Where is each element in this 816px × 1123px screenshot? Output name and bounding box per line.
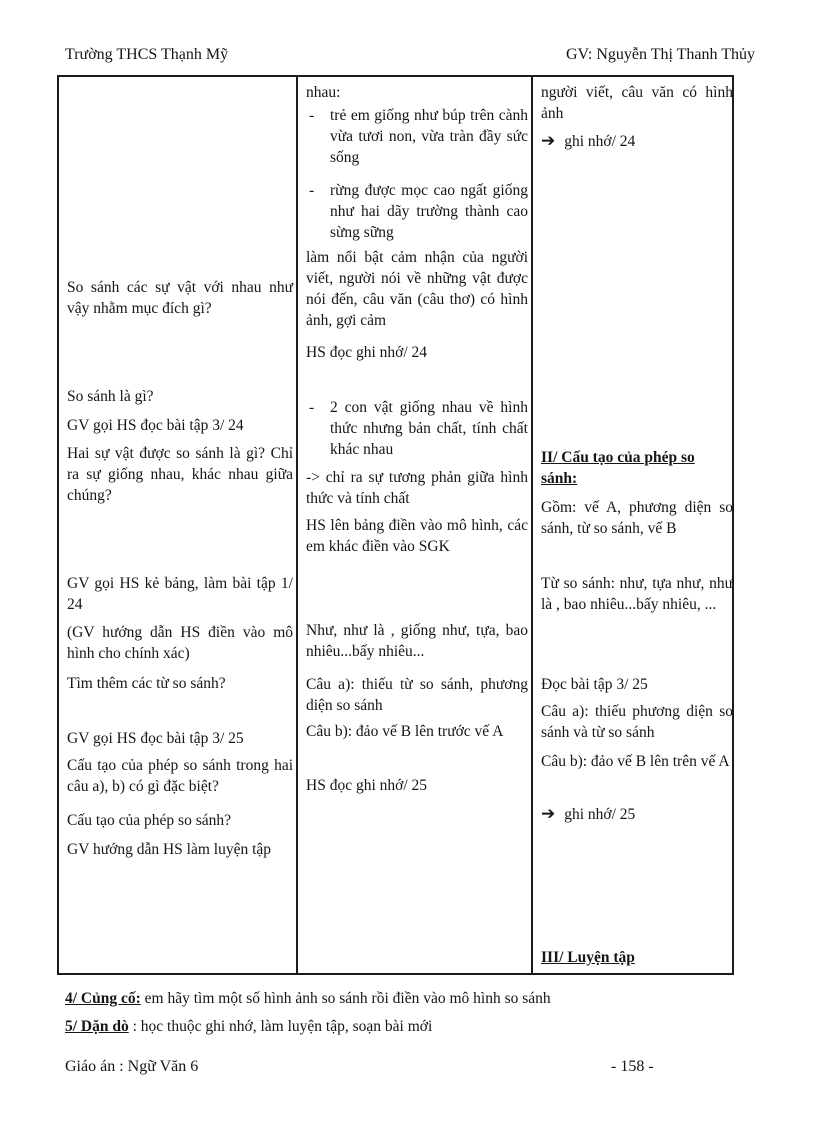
closing-text: : học thuộc ghi nhớ, làm luyện tập, soạn bài mới [132, 1018, 433, 1035]
footer-document-title: Giáo án : Ngữ Văn 6 [65, 1058, 199, 1075]
student-answer: Câu a): thiếu từ so sánh, phương diện so sánh [306, 676, 528, 714]
answer-text: rừng được mọc cao ngất giống như hai dãy trường thành cao sừng sững [330, 182, 528, 241]
student-answer: HS đọc ghi nhớ/ 24 [306, 344, 428, 361]
reference-note [541, 803, 733, 825]
teacher-question: GV gọi HS kẻ bảng, làm bài tập 1/ 24 [67, 575, 293, 613]
board-note: Gồm: vế A, phương diện so sánh, từ so sánh, vế B [541, 499, 733, 537]
teacher-question: So sánh các sự vật với nhau như vậy nhằm mục đích gì? [67, 279, 293, 317]
board-note: Đọc bài tập 3/ 25 [541, 676, 648, 693]
teacher-question: GV hướng dẫn HS làm luyện tập [67, 841, 272, 858]
section-heading: II/ Cấu tạo của phép so sánh: [541, 449, 695, 487]
column-divider-2 [531, 77, 533, 973]
answer-text: 2 con vật giống nhau về hình thức nhưng bản chất, tính chất khác nhau [330, 399, 528, 458]
lesson-plan-table [57, 75, 734, 975]
closing-label: 4/ Củng cố: [65, 990, 141, 1007]
board-note: Câu a): thiếu phương diện so sánh và từ so sánh [541, 703, 733, 741]
school-name: Trường THCS Thạnh Mỹ [65, 46, 229, 63]
dash-bullet-icon: - [309, 182, 315, 199]
arrow-icon: ➔ [541, 131, 556, 150]
student-answer: Như, như là , giống như, tựa, bao nhiêu...bấy nhiêu... [306, 622, 528, 660]
board-note: Câu b): đảo vế B lên trên vế A [541, 753, 730, 770]
board-note: Từ so sánh: như, tựa như, như là , bao nhiêu...bấy nhiêu, ... [541, 575, 733, 613]
dash-bullet-icon: - [309, 107, 315, 124]
student-answer: HS đọc ghi nhớ/ 25 [306, 777, 428, 794]
student-answer: làm nổi bật cảm nhận của người viết, người nói về những vật được nói đến, câu văn (câu thơ) có hình ảnh, gợi cảm [306, 249, 528, 329]
student-answer: HS lên bảng điền vào mô hình, các em khác điền vào SGK [306, 517, 528, 555]
arrow-icon: ➔ [541, 804, 556, 823]
teacher-question: GV gọi HS đọc bài tập 3/ 24 [67, 417, 244, 434]
section-heading: III/ Luyện tập [541, 949, 635, 966]
answer-bullet [306, 397, 528, 460]
board-note: người viết, câu văn có hình ảnh [541, 84, 733, 122]
teacher-question: GV gọi HS đọc bài tập 3/ 25 [67, 730, 244, 747]
student-answer: -> chỉ ra sự tương phản giữa hình thức và tính chất [306, 469, 528, 507]
answer-bullet [306, 180, 528, 243]
closing-text: em hãy tìm một số hình ảnh so sánh rồi điền vào mô hình so sánh [144, 990, 551, 1007]
footer-page-number: - 158 - [611, 1058, 654, 1075]
answer-text: trẻ em giống như búp trên cành vừa tươi non, vừa tràn đầy sức sống [330, 107, 528, 166]
dash-bullet-icon: - [309, 399, 315, 416]
column-divider-1 [296, 77, 298, 973]
reference-note [541, 130, 733, 152]
teacher-question: Cấu tạo của phép so sánh trong hai câu a), b) có gì đặc biệt? [67, 757, 293, 795]
teacher-question: Tìm thêm các từ so sánh? [67, 675, 226, 692]
answer-bullet [306, 105, 528, 168]
teacher-question: Cấu tạo của phép so sánh? [67, 812, 231, 829]
teacher-question: So sánh là gì? [67, 388, 154, 405]
reference-text: ghi nhớ/ 25 [564, 806, 636, 823]
student-answer: Câu b): đảo vế B lên trước vế A [306, 723, 504, 740]
reference-text: ghi nhớ/ 24 [564, 133, 636, 150]
teacher-question: (GV hướng dẫn HS điền vào mô hình cho chính xác) [67, 624, 293, 662]
closing-note [65, 988, 765, 1009]
closing-note [65, 1016, 765, 1037]
closing-label: 5/ Dặn dò [65, 1018, 129, 1035]
teacher-name: GV: Nguyễn Thị Thanh Thủy [565, 46, 755, 63]
student-answer: nhau: [306, 84, 341, 101]
teacher-question: Hai sự vật được so sánh là gì? Chỉ ra sự giống nhau, khác nhau giữa chúng? [67, 445, 293, 504]
